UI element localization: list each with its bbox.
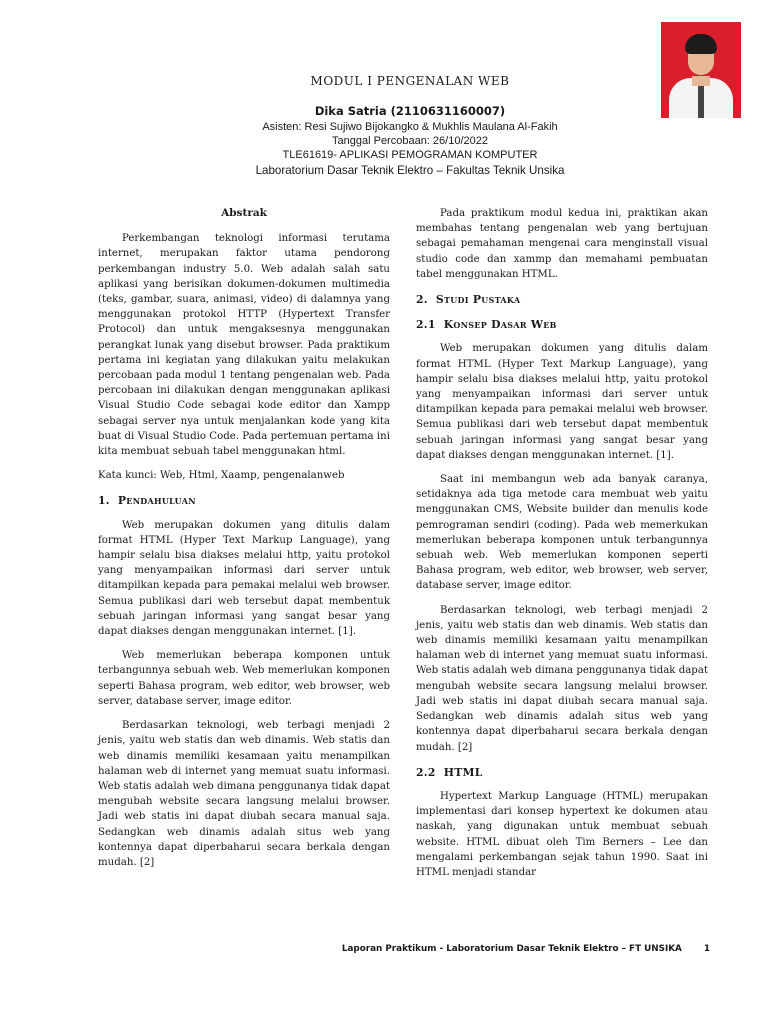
right-column <box>416 206 708 889</box>
paper-title: MODUL I PENGENALAN WEB <box>310 74 510 88</box>
section-1-paragraph-4: Pada praktikum modul kedua ini, praktikan akan membahas tentang pengenalan web yang bertujuan sebagai pemahaman mengenai cara menginstall visual studio code dan xammp dan memahami pembuatan tabel menggunakan HTML. <box>416 208 708 280</box>
photo-tie <box>698 82 704 118</box>
section-1-number: 1. <box>98 494 110 508</box>
abstract-text: Perkembangan teknologi informasi terutama internet, merupakan faktor utama pendorong perkembangan industry 5.0. Web adalah salah satu aplikasi yang berisikan dokumen-dokumen multimedia (teks, gambar, suara, animasi, video) di dalamnya yang menggunakan protokol HTTP (Hypertext Transfer Protocol) dan untuk mengaksesnya menggunakan perangkat lunak yang disebut browser. Pada praktikum pertama ini kegiatan yang dilakukan yaitu melakukan percobaan pada modul 1 tentang pengenalan web. Pada percobaan ini dilakukan dengan menggunakan aplikasi Visual Studio Code sebagai kode editor dan Xampp sebagai server nya untuk menjalankan kode yang kita buat di Visual Studio Code. Pada pertemuan pertama ini kita membuat sebuah tabel menggunakan html. <box>98 233 390 458</box>
keywords: Kata kunci: Web, Html, Xaamp, pengenalanweb <box>98 470 345 482</box>
section-2-title: Studi Pustaka <box>435 293 521 307</box>
page-footer <box>340 944 710 954</box>
subsection-2-2-paragraph-1: Hypertext Markup Language (HTML) merupakan implementasi dari konsep hypertext ke dokumen atau naskah, yang digunakan untuk membuat sebuah website. HTML dibuat oleh Tim Berners – Lee dan mengalami perkembangan sejak tahun 1990. Saat ini HTML menjadi standar <box>416 790 708 878</box>
subsection-2-1-paragraph-2: Saat ini membangun web ada banyak caranya, setidaknya ada tiga metode cara membuat web yaitu menggunakan CMS, Website builder dan menulis kode pemrograman sendiri (coding). Pada web memerkukan memerlukan beberapa komponen untuk terbangunnya sebuah web. Web memerlukan komponen seperti Bahasa program, web editor, web browser, web server, database server, image editor. <box>416 474 708 592</box>
date-line: Tanggal Percobaan: 26/10/2022 <box>332 135 488 147</box>
section-2-heading <box>416 292 708 307</box>
subsection-2-1-number: 2.1 <box>416 318 436 332</box>
subsection-2-2-heading <box>416 765 708 780</box>
course-line: TLE61619- APLIKASI PEMOGRAMAN KOMPUTER <box>282 149 538 161</box>
section-1-heading <box>98 493 390 508</box>
section-2-number: 2. <box>416 293 428 307</box>
subsection-2-2-number: 2.2 <box>416 765 436 779</box>
assistants-line: Asisten: Resi Sujiwo Bijokangko & Mukhlis Maulana Al-Fakih <box>262 121 558 133</box>
section-1-paragraph-3: Berdasarkan teknologi, web terbagi menjadi 2 jenis, yaitu web statis dan web dinamis. Web statis dan web dinamis memiliki kesamaan yaitu menampilkan halaman web di internet yang memuat suatu informasi. Web statis adalah web dimana penggunanya tidak dapat mengubah website secara langsung melalui browser. Jadi web statis ini dapat diubah secara manual saja. Sedangkan web dinamis adalah situs web yang kontennya dapat diperbaharui secara berkala dengan mudah. [2] <box>98 720 390 868</box>
subsection-2-1-heading <box>416 317 708 332</box>
author-name: Dika Satria (2110631160007) <box>314 104 506 118</box>
section-1-paragraph-1: Web merupakan dokumen yang ditulis dalam format HTML (Hyper Text Markup Language), yang hampir selalu bisa diakses melalui http, yaitu protokol yang menyampaikan informasi dari server untuk ditampilkan kepada para pemakai melalui web browser. Semua publikasi dari web tersebut dapat membentuk sebuah jaringan informasi yang sangat besar yang dapat diakses dengan menggunakan internet. [1]. <box>98 519 390 638</box>
photo-hair <box>685 34 717 54</box>
section-1-paragraph-2: Web memerlukan beberapa komponen untuk terbangunnya sebuah web. Web memerlukan komponen seperti Bahasa program, web editor, web browser, web server, database server, image editor. <box>98 650 390 707</box>
section-1-title: Pendahuluan <box>117 494 196 508</box>
subsection-2-1-title: Konsep Dasar Web <box>443 318 557 332</box>
subsection-2-1-paragraph-1: Web merupakan dokumen yang ditulis dalam format HTML (Hyper Text Markup Language), yang hampir selalu bisa diakses melalui http, yaitu protokol yang menyampaikan informasi dari server untuk ditampilkan kepada para pemakai melalui web browser. Semua publikasi dari web tersebut dapat membentuk sebuah jaringan informasi yang sangat besar yang dapat diakses dengan menggunakan internet. [1]. <box>416 343 708 461</box>
subsection-2-1-paragraph-3: Berdasarkan teknologi, web terbagi menjadi 2 jenis, yaitu web statis dan web dinamis. Web statis dan web dinamis memiliki kesamaan yaitu menampilkan halaman web di internet yang memuat suatu informasi. Web statis adalah web dimana penggunanya tidak dapat mengubah website secara langsung melalui browser. Jadi web statis ini dapat diubah secara manual saja. Sedangkan web dinamis adalah situs web yang kontennya dapat diperbaharui secara berkala dengan mudah. [2] <box>416 604 708 753</box>
left-column <box>98 206 390 879</box>
page-number: 1 <box>703 944 710 954</box>
footer-text: Laporan Praktikum - Laboratorium Dasar Teknik Elektro – FT UNSIKA <box>341 944 682 954</box>
abstract-heading: Abstrak <box>221 207 267 219</box>
lab-line: Laboratorium Dasar Teknik Elektro – Fakultas Teknik Unsika <box>255 164 565 177</box>
photo-neck <box>692 76 710 86</box>
subsection-2-2-title: HTML <box>443 765 483 779</box>
